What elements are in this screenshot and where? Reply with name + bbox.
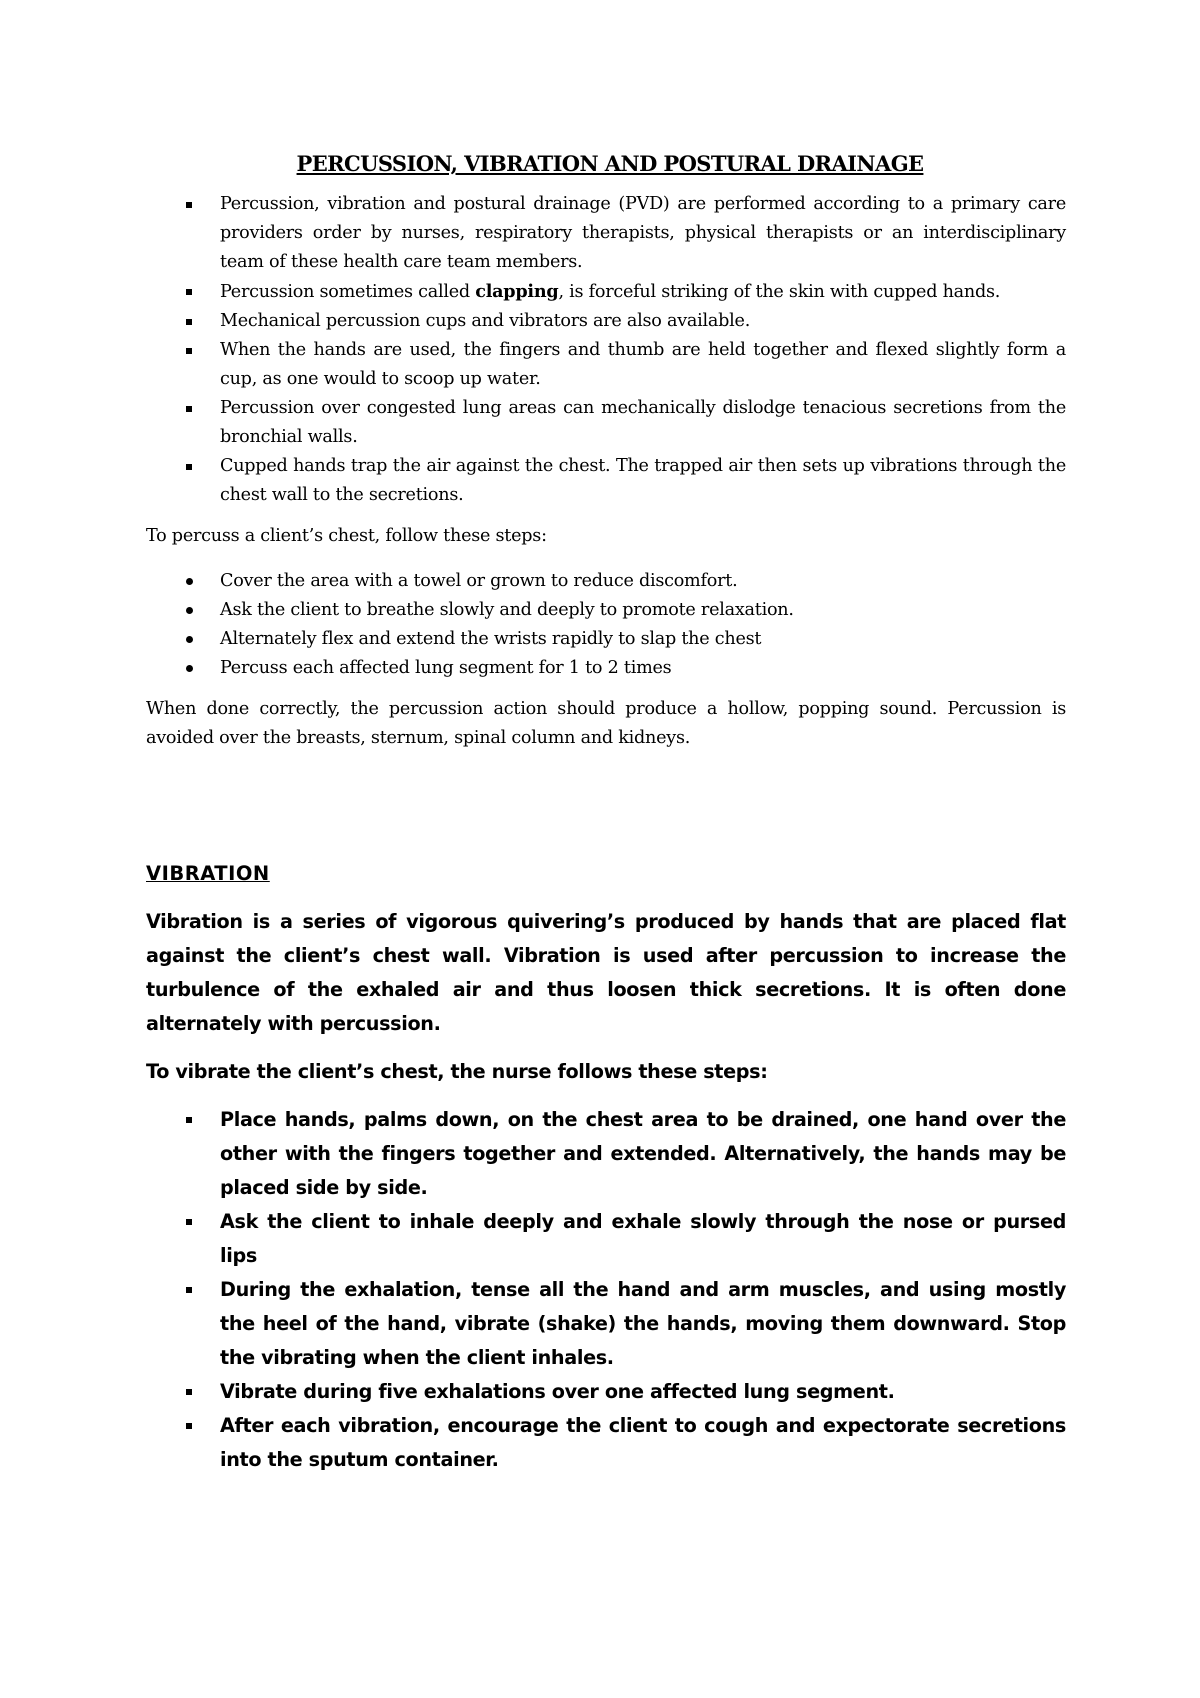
list-item [146, 1375, 1066, 1409]
round-bullet-icon [186, 636, 193, 643]
list-item [146, 567, 1066, 596]
list-item [146, 190, 1066, 277]
square-bullet-icon [186, 406, 192, 412]
list-item-text: Percuss each affected lung segment for 1 to 2 times [220, 658, 672, 678]
list-item-text: Ask the client to inhale deeply and exhale slowly through the nose or pursed lips [220, 1210, 1066, 1267]
list-item [146, 1273, 1066, 1375]
list-item-text: Percussion, vibration and postural drainage (PVD) are performed according to a primary care providers order by nurses, respiratory therapists, physical therapists or an interdisciplinary team of these health care team members. [220, 194, 1066, 272]
list-item [146, 277, 1066, 307]
vibration-definition: Vibration is a series of vigorous quivering’s produced by hands that are placed flat against the client’s chest wall. Vibration is used after percussion to increase the turbulence of the exhaled air and thus loosen thick secretions. It is often done alternately with percussion. [146, 910, 1066, 1035]
intro-bullet-list [146, 190, 1066, 510]
list-item-text: Mechanical percussion cups and vibrators are also available. [220, 311, 751, 331]
percuss-note: When done correctly, the percussion action should produce a hollow, popping sound. Percussion is avoided over the breasts, sternum, spinal column and kidneys. [146, 699, 1066, 748]
list-item [146, 394, 1066, 452]
square-bullet-icon [186, 1423, 192, 1429]
square-bullet-icon [186, 1219, 192, 1225]
list-item-text: When the hands are used, the fingers and thumb are held together and flexed slightly form a cup, as one would to scoop up water. [220, 340, 1066, 389]
list-item [146, 625, 1066, 654]
vibration-heading: VIBRATION [146, 862, 270, 885]
list-item [146, 596, 1066, 625]
square-bullet-icon [186, 1389, 192, 1395]
list-item [146, 336, 1066, 394]
document-body [146, 146, 1066, 1477]
clapping-term: clapping [475, 281, 559, 302]
list-item [146, 1409, 1066, 1477]
round-bullet-icon [186, 607, 193, 614]
list-item-text: Cupped hands trap the air against the chest. The trapped air then sets up vibrations through the chest wall to the secretions. [220, 456, 1066, 505]
list-item [146, 654, 1066, 683]
list-item-text: Vibrate during five exhalations over one affected lung segment. [220, 1380, 895, 1403]
square-bullet-icon [186, 348, 192, 354]
section-spacer [146, 753, 1066, 857]
list-item-text: Alternately flex and extend the wrists rapidly to slap the chest [220, 629, 762, 649]
list-item-text: Ask the client to breathe slowly and deeply to promote relaxation. [220, 600, 794, 620]
list-item [146, 452, 1066, 510]
square-bullet-icon [186, 1287, 192, 1293]
square-bullet-icon [186, 202, 192, 208]
round-bullet-icon [186, 578, 193, 585]
list-item-text: During the exhalation, tense all the hand and arm muscles, and using mostly the heel of the hand, vibrate (shake) the hands, moving them downward. Stop the vibrating when the client inhales. [220, 1278, 1066, 1369]
list-item [146, 1103, 1066, 1205]
percuss-intro: To percuss a client’s chest, follow these steps: [146, 526, 547, 546]
list-item-text: After each vibration, encourage the client to cough and expectorate secretions into the sputum container. [220, 1414, 1066, 1471]
square-bullet-icon [186, 319, 192, 325]
square-bullet-icon [186, 464, 192, 470]
percuss-steps-list [146, 567, 1066, 683]
list-item [146, 307, 1066, 336]
list-item-text: Cover the area with a towel or grown to reduce discomfort. [220, 571, 738, 591]
list-item-text-after: , is forceful striking of the skin with cupped hands. [558, 282, 1001, 302]
page-title: PERCUSSION, VIBRATION AND POSTURAL DRAINAGE [296, 151, 924, 176]
square-bullet-icon [186, 1117, 192, 1123]
square-bullet-icon [186, 289, 192, 295]
list-item-text: Place hands, palms down, on the chest area to be drained, one hand over the other with the fingers together and extended. Alternatively, the hands may be placed side by side. [220, 1108, 1066, 1199]
vibration-steps-intro: To vibrate the client’s chest, the nurse follows these steps: [146, 1060, 768, 1083]
list-item-text: Percussion over congested lung areas can mechanically dislodge tenacious secretions from the bronchial walls. [220, 398, 1066, 447]
list-item [146, 1205, 1066, 1273]
vibration-steps-list [146, 1103, 1066, 1477]
round-bullet-icon [186, 665, 193, 672]
list-item-text-before: Percussion sometimes called [220, 282, 476, 302]
